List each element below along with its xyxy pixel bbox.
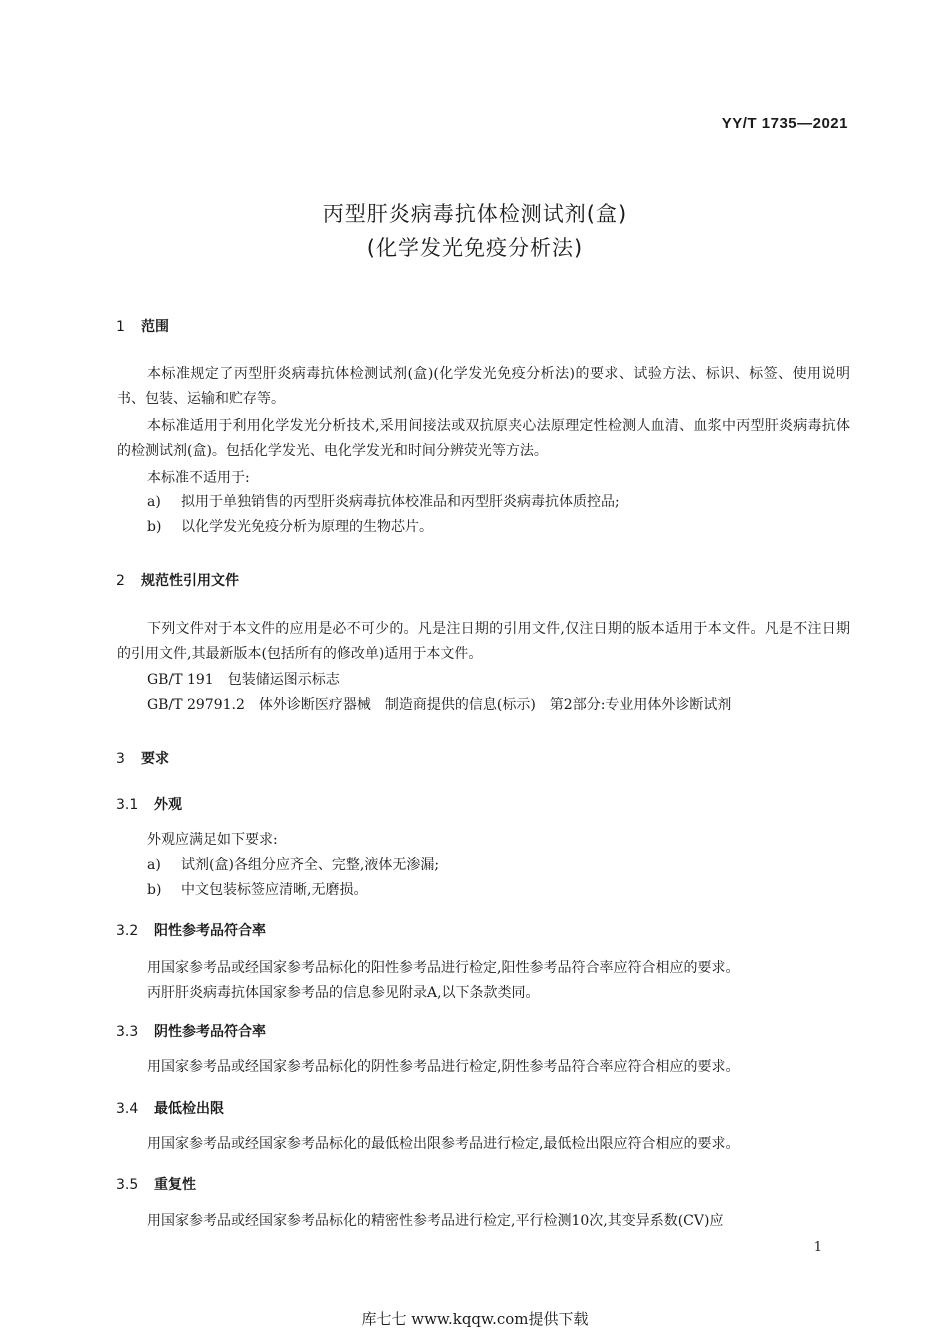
list-text: 试剂(盒)各组分应齐全、完整,液体无渗漏; (181, 857, 440, 873)
section-number: 3.4 (116, 1101, 139, 1117)
reference-gbt191: GB/T 191 包装储运图示标志 (147, 672, 340, 688)
paragraph: 本标准适用于利用化学发光分析技术,采用间接法或双抗原夹心法原理定性检测人血清、血浆中丙型肝炎病毒抗体的检测试剂(盒)。包括化学发光、电化学发光和时间分辨荧光等方法。 (117, 418, 850, 459)
section-title: 外观 (154, 797, 182, 813)
section-number: 3.5 (116, 1177, 139, 1193)
section-3-5-heading (116, 1174, 196, 1194)
section-3-3-heading (116, 1021, 266, 1041)
paragraph: 外观应满足如下要求: (147, 832, 278, 848)
section-number: 1 (116, 319, 125, 335)
section-title: 范围 (141, 319, 169, 335)
section-1-heading (116, 316, 169, 336)
section-3-1-heading (116, 794, 182, 814)
paragraph: 下列文件对于本文件的应用是必不可少的。凡是注日期的引用文件,仅注日期的版本适用于本文件。凡是不注日期的引用文件,其最新版本(包括所有的修改单)适用于本文件。 (117, 621, 850, 662)
list-item (147, 853, 439, 878)
section-title: 阴性参考品符合率 (154, 1024, 266, 1040)
list-text: 以化学发光免疫分析为原理的生物芯片。 (181, 519, 433, 535)
paragraph: 本标准规定了丙型肝炎病毒抗体检测试剂(盒)(化学发光免疫分析法)的要求、试验方法、标识、标签、使用说明书、包装、运输和贮存等。 (117, 366, 850, 407)
section-2-heading (116, 570, 239, 590)
list-item (147, 490, 620, 515)
standard-code: YY/T 1735—2021 (721, 115, 848, 132)
document-title-line1: 丙型肝炎病毒抗体检测试剂(盒) (322, 202, 628, 226)
section-3-2-heading (116, 920, 266, 940)
section-number: 3.2 (116, 923, 139, 939)
section-title: 要求 (141, 751, 169, 767)
section-number: 3 (116, 751, 125, 767)
paragraph: 本标准不适用于: (147, 470, 250, 486)
paragraph: 用国家参考品或经国家参考品标化的精密性参考品进行检定,平行检测10次,其变异系数(CV)应 (147, 1213, 724, 1229)
reference-gbt29791: GB/T 29791.2 体外诊断医疗器械 制造商提供的信息(标示) 第2部分:专业用体外诊断试剂 (147, 697, 732, 713)
section-3-heading (116, 748, 169, 768)
list-label: a) (147, 494, 161, 510)
section-title: 阳性参考品符合率 (154, 923, 266, 939)
section-number: 3.3 (116, 1024, 139, 1040)
paragraph: 用国家参考品或经国家参考品标化的最低检出限参考品进行检定,最低检出限应符合相应的要求。 (147, 1136, 740, 1152)
section-title: 重复性 (154, 1177, 196, 1193)
footer-download-note: 库七七 www.kqqw.com提供下载 (361, 1310, 589, 1328)
section-3-4-heading (116, 1098, 224, 1118)
list-text: 中文包装标签应清晰,无磨损。 (181, 882, 368, 898)
list-label: b) (147, 519, 162, 535)
list-item (147, 515, 433, 540)
section-number: 2 (116, 573, 125, 589)
list-item (147, 878, 367, 903)
page-number: 1 (813, 1240, 822, 1255)
document-title-line2: (化学发光免疫分析法) (366, 236, 584, 260)
list-text: 拟用于单独销售的丙型肝炎病毒抗体校准品和丙型肝炎病毒抗体质控品; (181, 494, 620, 510)
section-title: 规范性引用文件 (141, 573, 239, 589)
paragraph: 用国家参考品或经国家参考品标化的阳性参考品进行检定,阳性参考品符合率应符合相应的要求。 (147, 960, 740, 976)
section-number: 3.1 (116, 797, 139, 813)
section-title: 最低检出限 (154, 1101, 224, 1117)
list-label: a) (147, 857, 161, 873)
paragraph: 丙肝肝炎病毒抗体国家参考品的信息参见附录A,以下条款类同。 (147, 985, 540, 1001)
paragraph: 用国家参考品或经国家参考品标化的阴性参考品进行检定,阴性参考品符合率应符合相应的要求。 (147, 1059, 740, 1075)
list-label: b) (147, 882, 162, 898)
